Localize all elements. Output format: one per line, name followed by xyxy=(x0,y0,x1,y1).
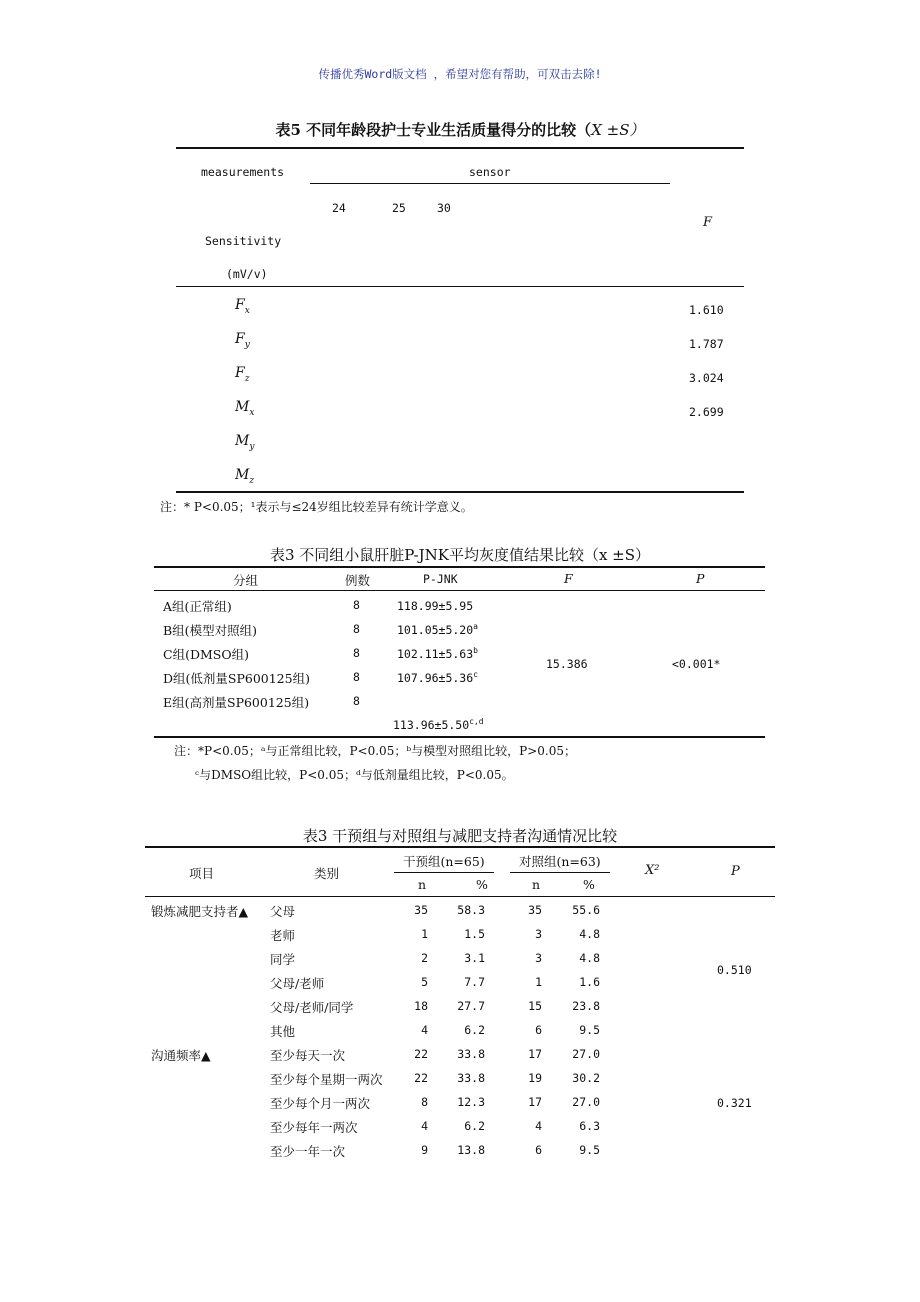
table3a-caption-tail: x ±S） xyxy=(598,546,651,564)
table3a-row-sup: b xyxy=(473,646,478,655)
table3b-row-p1: 7.7 xyxy=(464,975,485,989)
table3b-row-cat: 至少每个月一两次 xyxy=(270,1096,371,1111)
table3b-row-p1: 6.2 xyxy=(464,1023,485,1037)
table3b-row-p2: 9.5 xyxy=(579,1143,600,1157)
table3a-row-group: E组(高剂量SP600125组) xyxy=(163,695,310,710)
table3a-bottom-rule xyxy=(154,736,765,738)
table5-row-subscript: x xyxy=(244,305,250,316)
table5-row-symbol: F xyxy=(235,365,245,381)
table3b-row-p2: 55.6 xyxy=(572,903,600,917)
table3b-mid-rule xyxy=(145,896,775,897)
table3a-row-value-text: 118.99±5.95 xyxy=(397,598,474,613)
table5-mid-rule xyxy=(176,286,744,287)
table3a-row-group: D组(低剂量SP600125组) xyxy=(163,671,310,686)
table3b-row-n1: 1 xyxy=(421,927,428,941)
table3a-mid-rule xyxy=(154,590,765,591)
table3b-row-n2: 1 xyxy=(535,975,542,989)
table3b-row-n2: 3 xyxy=(535,927,542,941)
table3a-e-value xyxy=(393,717,484,732)
table3b-row-n1: 35 xyxy=(414,903,428,917)
table5-col-sensor: sensor xyxy=(469,165,511,179)
table3a-row-n: 8 xyxy=(353,646,360,660)
table3b-row-p1: 6.2 xyxy=(464,1119,485,1133)
table3b-row-p2: 6.3 xyxy=(579,1119,600,1133)
table5-col-measurements: measurements xyxy=(201,165,285,179)
table3a-p-value: <0.001* xyxy=(672,657,721,671)
table5-row-label xyxy=(235,467,254,486)
table3b-row-cat: 至少每个星期一两次 xyxy=(270,1072,383,1087)
table3b-h-int: 干预组(n=65) xyxy=(403,854,485,869)
table3a-e-value-text: 113.96±5.50 xyxy=(393,717,470,732)
table3b-ctrl-rule xyxy=(510,872,610,873)
table3b-row-p1: 12.3 xyxy=(457,1095,485,1109)
table3b-h-p: P xyxy=(731,864,740,879)
table3b-row-p2: 30.2 xyxy=(572,1071,600,1085)
table3a-h-n: 例数 xyxy=(345,573,371,588)
table3b-row-n1: 22 xyxy=(414,1071,428,1085)
table3a-row-group: A组(正常组) xyxy=(163,599,232,614)
table3a-note1: 注：*P<0.05；ᵃ与正常组比较，P<0.05；ᵇ与模型对照组比较，P>0.05； xyxy=(174,744,576,758)
table5-row-symbol: M xyxy=(235,399,250,415)
table5-row-f: 3.024 xyxy=(689,371,724,385)
table3a-row-sup: a xyxy=(473,622,478,631)
table5-row-label xyxy=(235,399,254,418)
table5-row-f: 2.699 xyxy=(689,405,724,419)
table3a-row-group: B组(模型对照组) xyxy=(163,623,257,638)
table5-row-f: 1.610 xyxy=(689,303,724,317)
table5-bottom-rule xyxy=(176,491,744,493)
table3a-h-group: 分组 xyxy=(233,573,259,588)
table5-caption-text: 表5 不同年龄段护士专业生活质量得分的比较（ xyxy=(275,121,592,139)
table3b-row-cat: 至少每天一次 xyxy=(270,1048,346,1063)
table5-row-subscript: x xyxy=(249,407,255,418)
table3b-row-p1: 3.1 xyxy=(464,951,485,965)
table3b-caption: 表3 干预组与对照组与减肥支持者沟通情况比较 xyxy=(302,827,618,845)
table3b-h-n2: n xyxy=(532,877,541,892)
table5-sensor-rule xyxy=(310,183,670,184)
table3b-row-p1: 33.8 xyxy=(457,1047,485,1061)
table5-caption xyxy=(0,119,920,140)
table3a-e-sup: c,d xyxy=(469,717,484,726)
table5-row-subscript: z xyxy=(244,373,250,384)
table3b-row-n2: 6 xyxy=(535,1143,542,1157)
table5-row-symbol: M xyxy=(235,467,250,483)
table3a-row-n: 8 xyxy=(353,694,360,708)
table3b-h-ctrl: 对照组(n=63) xyxy=(519,854,601,869)
table3a-top-rule xyxy=(154,566,765,568)
table3b-int-rule xyxy=(394,872,494,873)
table5-row-label xyxy=(235,297,250,316)
table3b-p-group2: 0.321 xyxy=(717,1096,752,1110)
table3b-row-n1: 18 xyxy=(414,999,428,1013)
table3b-row-p2: 23.8 xyxy=(572,999,600,1013)
table3b-row-n1: 22 xyxy=(414,1047,428,1061)
table3a-row-value-text: 102.11±5.63 xyxy=(397,646,474,661)
table3b-row-p1: 13.8 xyxy=(457,1143,485,1157)
table5-caption-tail: X ±S） xyxy=(591,121,645,139)
header-note: 传播优秀Word版文档 ，希望对您有帮助，可双击去除! xyxy=(318,67,602,81)
table3b-row-cat: 同学 xyxy=(270,952,296,967)
table3b-row-n2: 3 xyxy=(535,951,542,965)
table3b-h-item: 项目 xyxy=(189,866,215,881)
table3b-row-p1: 33.8 xyxy=(457,1071,485,1085)
table5-row-symbol: M xyxy=(235,433,250,449)
table5-col-30: 30 xyxy=(437,201,451,215)
table3b-row-cat: 至少一年一次 xyxy=(270,1144,346,1159)
table5-row-label xyxy=(235,365,249,384)
table3b-row-n1: 4 xyxy=(421,1119,428,1133)
table3a-row-sup: c xyxy=(473,670,478,679)
table3a-row-value-text: 101.05±5.20 xyxy=(397,622,474,637)
table3a-h-f: F xyxy=(564,571,573,586)
table3a-row-value xyxy=(397,622,478,637)
table3b-row-cat: 其他 xyxy=(270,1024,296,1039)
table5-row-subscript: y xyxy=(249,441,255,452)
table3a-row-n: 8 xyxy=(353,598,360,612)
table5-note: 注：* P<0.05；¹表示与≤24岁组比较差异有统计学意义。 xyxy=(160,500,473,514)
table3a-row-value xyxy=(397,646,478,661)
table5-row-symbol: F xyxy=(235,331,245,347)
table5-row-label xyxy=(235,433,254,452)
table3b-top-rule xyxy=(145,846,775,848)
table3a-caption xyxy=(0,544,920,565)
table3b-row-p1: 1.5 xyxy=(464,927,485,941)
table3b-group2: 沟通频率▲ xyxy=(151,1048,211,1063)
table3a-row-group: C组(DMSO组) xyxy=(163,647,249,662)
table5-col-f: F xyxy=(703,215,713,230)
table3b-row-cat: 至少每年一两次 xyxy=(270,1120,358,1135)
table3b-h-chi: X² xyxy=(645,863,660,878)
table3b-row-p1: 58.3 xyxy=(457,903,485,917)
table3b-row-n2: 19 xyxy=(528,1071,542,1085)
table3b-h-n1: n xyxy=(418,877,427,892)
table3b-h-pct2: % xyxy=(583,877,595,892)
table3a-note2: ᶜ与DMSO组比较，P<0.05；ᵈ与低剂量组比较，P<0.05。 xyxy=(195,768,514,782)
table5-col-24: 24 xyxy=(332,201,346,215)
table3b-group1: 锻炼减肥支持者▲ xyxy=(151,904,249,919)
table3b-row-cat: 父母 xyxy=(270,904,296,919)
table3a-row-n: 8 xyxy=(353,670,360,684)
table3b-row-n1: 4 xyxy=(421,1023,428,1037)
table5-row-f: 1.787 xyxy=(689,337,724,351)
table3b-row-cat: 父母/老师 xyxy=(270,976,325,991)
table3a-row-n: 8 xyxy=(353,622,360,636)
table3b-row-cat: 父母/老师/同学 xyxy=(270,1000,354,1015)
table3b-row-n2: 15 xyxy=(528,999,542,1013)
table3a-row-value-text: 107.96±5.36 xyxy=(397,670,474,685)
table3b-row-n1: 8 xyxy=(421,1095,428,1109)
table5-row-symbol: F xyxy=(235,297,245,313)
table5-top-rule xyxy=(176,147,744,149)
table3b-p-group1: 0.510 xyxy=(717,963,752,977)
table3b-row-p1: 27.7 xyxy=(457,999,485,1013)
table3b-row-n1: 9 xyxy=(421,1143,428,1157)
table5-sensitivity-unit: (mV/v) xyxy=(226,267,268,281)
table3a-h-pjnk: P-JNK xyxy=(423,572,458,586)
table5-sensitivity-label: Sensitivity xyxy=(205,234,282,248)
table3b-h-pct1: % xyxy=(476,877,488,892)
table3b-row-p2: 1.6 xyxy=(579,975,600,989)
table3b-row-p2: 27.0 xyxy=(572,1095,600,1109)
table3b-row-cat: 老师 xyxy=(270,928,296,943)
table3b-row-n2: 17 xyxy=(528,1047,542,1061)
table3a-caption-text: 表3 不同组小鼠肝脏P-JNK平均灰度值结果比较（ xyxy=(269,546,599,564)
table3b-row-n1: 2 xyxy=(421,951,428,965)
table3b-row-n2: 17 xyxy=(528,1095,542,1109)
table3a-row-value xyxy=(397,670,478,685)
table3b-row-n1: 5 xyxy=(421,975,428,989)
table3b-h-cat: 类别 xyxy=(314,866,340,881)
table3b-row-n2: 6 xyxy=(535,1023,542,1037)
table3b-row-n2: 4 xyxy=(535,1119,542,1133)
table3b-row-p2: 9.5 xyxy=(579,1023,600,1037)
table5-row-subscript: y xyxy=(244,339,250,350)
table3a-h-p: P xyxy=(696,571,705,586)
table3b-row-n2: 35 xyxy=(528,903,542,917)
table3b-row-p2: 4.8 xyxy=(579,951,600,965)
table3a-row-value xyxy=(397,598,473,613)
table5-row-subscript: z xyxy=(249,475,255,486)
table3a-f-value: 15.386 xyxy=(546,657,588,671)
table3b-row-p2: 27.0 xyxy=(572,1047,600,1061)
table5-row-label xyxy=(235,331,250,350)
table3b-row-p2: 4.8 xyxy=(579,927,600,941)
table5-col-25: 25 xyxy=(392,201,406,215)
